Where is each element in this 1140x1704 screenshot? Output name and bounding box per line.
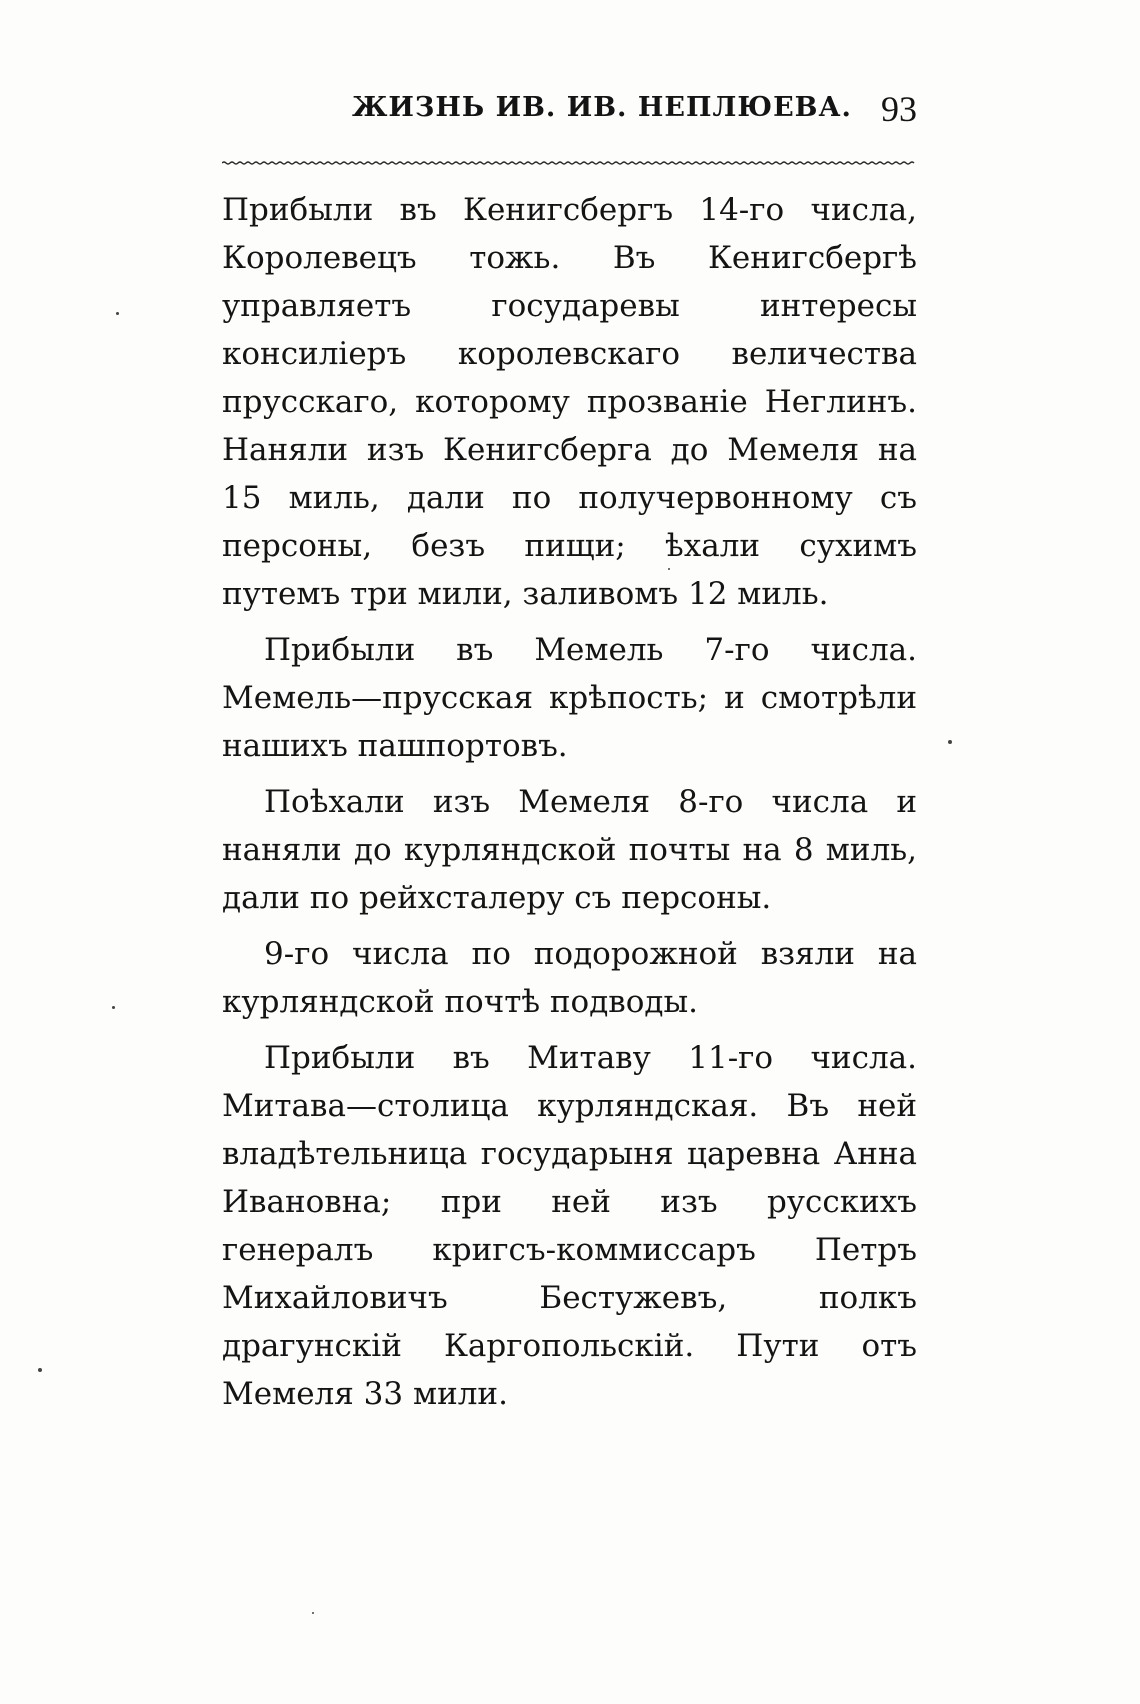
- page-header: [222, 89, 917, 140]
- scan-speck: [668, 568, 670, 570]
- paragraph: Прибыли въ Мемель 7-го числа. Мемель—прусская крѣпость; и смотрѣли нашихъ пашпортовъ.: [222, 632, 917, 764]
- scan-speck: [38, 1368, 42, 1372]
- page-number: 93: [881, 89, 917, 129]
- scan-speck: [948, 740, 952, 744]
- running-title: ЖИЗНЬ ИВ. ИВ. НЕПЛЮЕВА.: [352, 92, 852, 123]
- scan-speck: [312, 1612, 314, 1614]
- scan-speck: [112, 1006, 115, 1009]
- paragraph: 9-го числа по подорожной взяли на курляндской почтѣ подводы.: [222, 936, 917, 1020]
- paragraph: Поѣхали изъ Мемеля 8-го числа и наняли до курляндской почты на 8 миль, дали по рейхсталеру съ персоны.: [222, 784, 917, 916]
- paragraph: Прибыли въ Митаву 11-го числа. Митава—столица курляндская. Въ ней владѣтельница государыня царевна Анна Ивановна; при ней изъ русскихъ генералъ кригсъ-коммиссаръ Петръ Михайловичъ Бестужевъ, полкъ драгунскій Каргопольскій. Пути отъ Мемеля 33 мили.: [222, 1040, 917, 1412]
- header-rule: [222, 160, 917, 166]
- body-text: [222, 186, 917, 1426]
- paragraph: Прибыли въ Кенигсбергъ 14-го числа, Королевецъ тожь. Въ Кенигсбергѣ управляетъ государевы интересы консиліеръ королевскаго величества прусскаго, которому прозваніе Неглинъ. Наняли изъ Кенигсберга до Мемеля на 15 миль, дали по получервонному съ персоны, безъ пищи; ѣхали сухимъ путемъ три мили, заливомъ 12 миль.: [222, 192, 917, 612]
- scan-speck: [116, 312, 119, 315]
